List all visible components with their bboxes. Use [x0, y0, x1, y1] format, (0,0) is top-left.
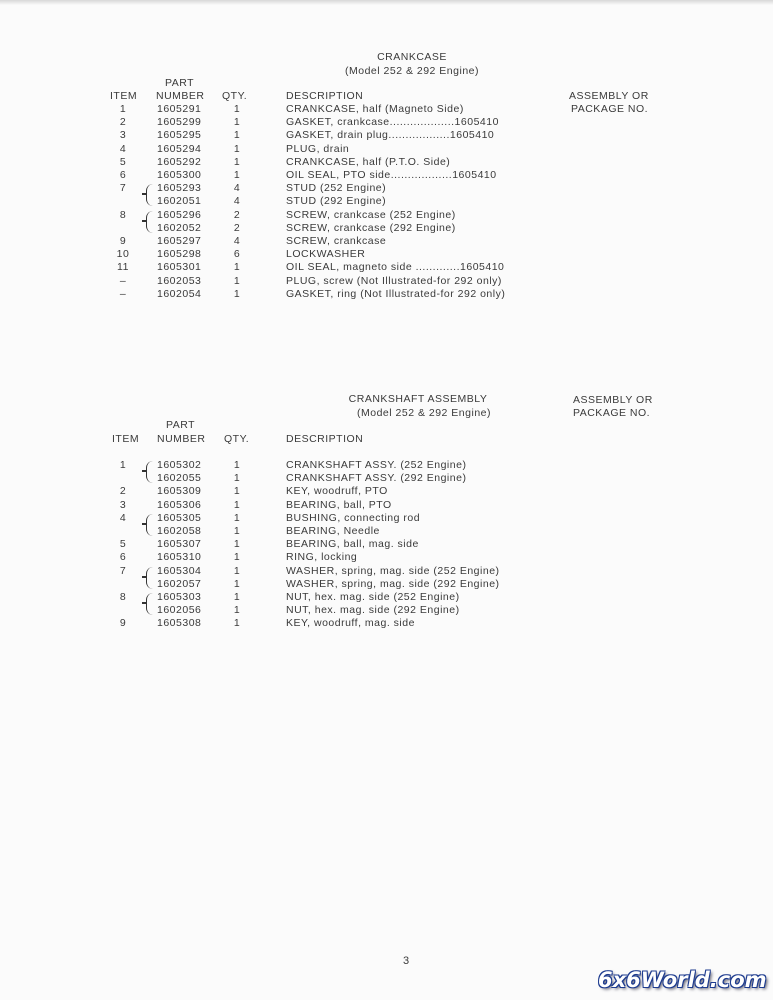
crankcase-title: CRANKCASE [377, 51, 447, 63]
qty-cell: 1 [233, 287, 241, 300]
description-cell: LOCKWASHER [286, 248, 366, 261]
qty-cell: 1 [233, 577, 241, 590]
table-row [0, 499, 773, 512]
part-number-cell: 1605299 [157, 116, 202, 129]
crankcase-header-qty: QTY. [222, 90, 248, 102]
qty-cell: 1 [233, 155, 241, 168]
item-cell: 1 [119, 459, 127, 471]
crankshaft-title: CRANKSHAFT ASSEMBLY [348, 393, 488, 405]
description-cell: STUD (292 Engine) [286, 195, 387, 208]
qty-cell: 1 [233, 129, 241, 142]
crankcase-header-number: NUMBER [156, 90, 205, 102]
brace-bracket [146, 514, 156, 536]
table-row [0, 143, 773, 156]
qty-cell: 1 [233, 617, 241, 630]
qty-cell: 1 [233, 511, 241, 524]
qty-cell: 1 [233, 274, 241, 287]
description-cell: STUD (252 Engine) [286, 182, 387, 195]
qty-cell: 4 [233, 235, 241, 247]
item-cell: 1 [119, 103, 127, 115]
item-cell: 4 [119, 142, 127, 155]
brace-bracket [146, 461, 156, 483]
table-row [0, 169, 773, 182]
table-row [0, 578, 773, 591]
item-cell: 5 [119, 538, 127, 551]
item-cell: 7 [119, 564, 127, 577]
part-number-cell: 1605305 [157, 511, 202, 524]
crankcase-header-item: ITEM [110, 90, 138, 102]
table-row [0, 195, 773, 208]
item-cell: 6 [119, 169, 127, 181]
item-cell: 7 [119, 182, 127, 195]
qty-cell: 1 [233, 103, 241, 115]
crankcase-header-assembly: ASSEMBLY OR [569, 90, 649, 102]
crankshaft-header-description: DESCRIPTION [286, 433, 364, 445]
description-cell: CRANKSHAFT ASSY. (292 Engine) [286, 472, 467, 485]
item-cell: 8 [119, 591, 127, 603]
item-cell: 2 [119, 116, 127, 129]
part-number-cell: 1602056 [157, 604, 202, 617]
qty-cell: 2 [233, 208, 241, 221]
table-row [0, 129, 773, 142]
crankshaft-header-number: NUMBER [157, 433, 206, 445]
table-row [0, 551, 773, 564]
table-row [0, 222, 773, 235]
brace-bracket [146, 184, 156, 206]
qty-cell: 1 [233, 538, 241, 551]
qty-cell: 1 [233, 525, 241, 537]
item-cell: 9 [119, 235, 127, 247]
qty-cell: 1 [233, 472, 241, 485]
part-number-cell: 1605293 [157, 182, 202, 195]
part-number-cell: 1605303 [157, 591, 202, 603]
crankshaft-header-assembly: ASSEMBLY OR [573, 394, 653, 406]
crankshaft-header-part: PART [166, 419, 196, 431]
watermark-logo: 6x6World.com [598, 968, 767, 992]
qty-cell: 1 [233, 591, 241, 603]
description-cell: WASHER, spring, mag. side (252 Engine) [286, 564, 500, 577]
table-row [0, 591, 773, 604]
description-cell: KEY, woodruff, mag. side [286, 617, 415, 630]
table-row [0, 235, 773, 248]
part-number-cell: 1605308 [157, 617, 202, 630]
qty-cell: 1 [233, 498, 241, 511]
table-row [0, 275, 773, 288]
crankcase-header-description: DESCRIPTION [286, 90, 364, 102]
description-cell: SCREW, crankcase (252 Engine) [286, 208, 456, 221]
qty-cell: 4 [233, 195, 241, 208]
qty-cell: 1 [233, 261, 241, 274]
description-cell: GASKET, crankcase...................1605410 [286, 116, 499, 129]
part-number-cell: 1605300 [157, 169, 202, 181]
description-cell: OIL SEAL, PTO side..................1605410 [286, 169, 497, 181]
top-scan-edge [0, 0, 773, 5]
table-row [0, 617, 773, 630]
crankcase-header-package: PACKAGE NO. [571, 103, 649, 115]
table-row [0, 459, 773, 472]
part-number-cell: 1605301 [157, 261, 202, 274]
description-cell: OIL SEAL, magneto side .............1605410 [286, 261, 505, 274]
qty-cell: 6 [233, 248, 241, 261]
item-cell: 8 [119, 208, 127, 221]
table-row [0, 261, 773, 274]
part-number-cell: 1602054 [157, 287, 202, 300]
qty-cell: 1 [233, 169, 241, 181]
part-number-cell: 1602055 [157, 472, 202, 485]
description-cell: KEY, woodruff, PTO [286, 485, 388, 498]
part-number-cell: 1602053 [157, 274, 202, 287]
item-cell: 11 [117, 261, 129, 274]
table-row [0, 538, 773, 551]
description-cell: SCREW, crankcase (292 Engine) [286, 221, 456, 234]
table-row [0, 209, 773, 222]
description-cell: BUSHING, connecting rod [286, 511, 421, 524]
qty-cell: 1 [233, 485, 241, 498]
crankshaft-subtitle: (Model 252 & 292 Engine) [357, 407, 491, 419]
crankcase-subtitle: (Model 252 & 292 Engine) [345, 65, 479, 77]
item-cell: 3 [119, 498, 127, 511]
item-cell: – [119, 274, 127, 287]
brace-bracket [146, 593, 156, 615]
page-number: 3 [403, 955, 410, 967]
description-cell: RING, locking [286, 551, 358, 564]
part-number-cell: 1605297 [157, 235, 202, 247]
brace-bracket [146, 567, 156, 589]
table-row [0, 182, 773, 195]
item-cell: 3 [119, 129, 127, 142]
item-cell: 5 [119, 155, 127, 168]
part-number-cell: 1602052 [157, 221, 202, 234]
part-number-cell: 1605298 [157, 248, 202, 261]
qty-cell: 1 [233, 142, 241, 155]
part-number-cell: 1605302 [157, 459, 202, 471]
description-cell: BEARING, Needle [286, 525, 380, 537]
description-cell: NUT, hex. mag. side (252 Engine) [286, 591, 460, 603]
table-row [0, 604, 773, 617]
crankshaft-header-package: PACKAGE NO. [573, 407, 651, 419]
description-cell: WASHER, spring, mag. side (292 Engine) [286, 577, 500, 590]
table-row [0, 512, 773, 525]
description-cell: SCREW, crankcase [286, 235, 387, 247]
part-number-cell: 1605304 [157, 564, 202, 577]
table-row [0, 525, 773, 538]
brace-bracket [146, 211, 156, 233]
description-cell: BEARING, ball, mag. side [286, 538, 419, 551]
part-number-cell: 1602051 [157, 195, 202, 208]
part-number-cell: 1605294 [157, 142, 202, 155]
part-number-cell: 1602058 [157, 525, 202, 537]
item-cell: 6 [119, 551, 127, 564]
qty-cell: 4 [233, 182, 241, 195]
description-cell: CRANKSHAFT ASSY. (252 Engine) [286, 459, 467, 471]
table-row [0, 103, 773, 116]
part-number-cell: 1602057 [157, 577, 202, 590]
description-cell: GASKET, ring (Not Illustrated-for 292 only) [286, 287, 506, 300]
part-number-cell: 1605306 [157, 498, 202, 511]
table-row [0, 116, 773, 129]
description-cell: CRANKCASE, half (Magneto Side) [286, 103, 464, 115]
table-row [0, 288, 773, 301]
qty-cell: 2 [233, 221, 241, 234]
qty-cell: 1 [233, 564, 241, 577]
crankshaft-header-qty: QTY. [224, 433, 250, 445]
crankcase-header-part: PART [165, 77, 195, 89]
table-row [0, 248, 773, 261]
table-row [0, 472, 773, 485]
part-number-cell: 1605307 [157, 538, 202, 551]
description-cell: PLUG, screw (Not Illustrated-for 292 only) [286, 274, 502, 287]
qty-cell: 1 [233, 604, 241, 617]
item-cell: 10 [116, 248, 130, 261]
part-number-cell: 1605291 [157, 103, 202, 115]
table-row [0, 565, 773, 578]
qty-cell: 1 [233, 459, 241, 471]
item-cell: 9 [119, 617, 127, 630]
qty-cell: 1 [233, 116, 241, 129]
part-number-cell: 1605292 [157, 155, 202, 168]
description-cell: CRANKCASE, half (P.T.O. Side) [286, 155, 451, 168]
description-cell: PLUG, drain [286, 142, 350, 155]
part-number-cell: 1605295 [157, 129, 202, 142]
qty-cell: 1 [233, 551, 241, 564]
part-number-cell: 1605296 [157, 208, 202, 221]
crankshaft-header-item: ITEM [112, 433, 140, 445]
description-cell: BEARING, ball, PTO [286, 498, 392, 511]
table-row [0, 485, 773, 498]
item-cell: – [119, 287, 127, 300]
item-cell: 2 [119, 485, 127, 498]
part-number-cell: 1605310 [157, 551, 202, 564]
item-cell: 4 [119, 511, 127, 524]
part-number-cell: 1605309 [157, 485, 202, 498]
description-cell: GASKET, drain plug..................1605410 [286, 129, 495, 142]
description-cell: NUT, hex. mag. side (292 Engine) [286, 604, 460, 617]
table-row [0, 156, 773, 169]
